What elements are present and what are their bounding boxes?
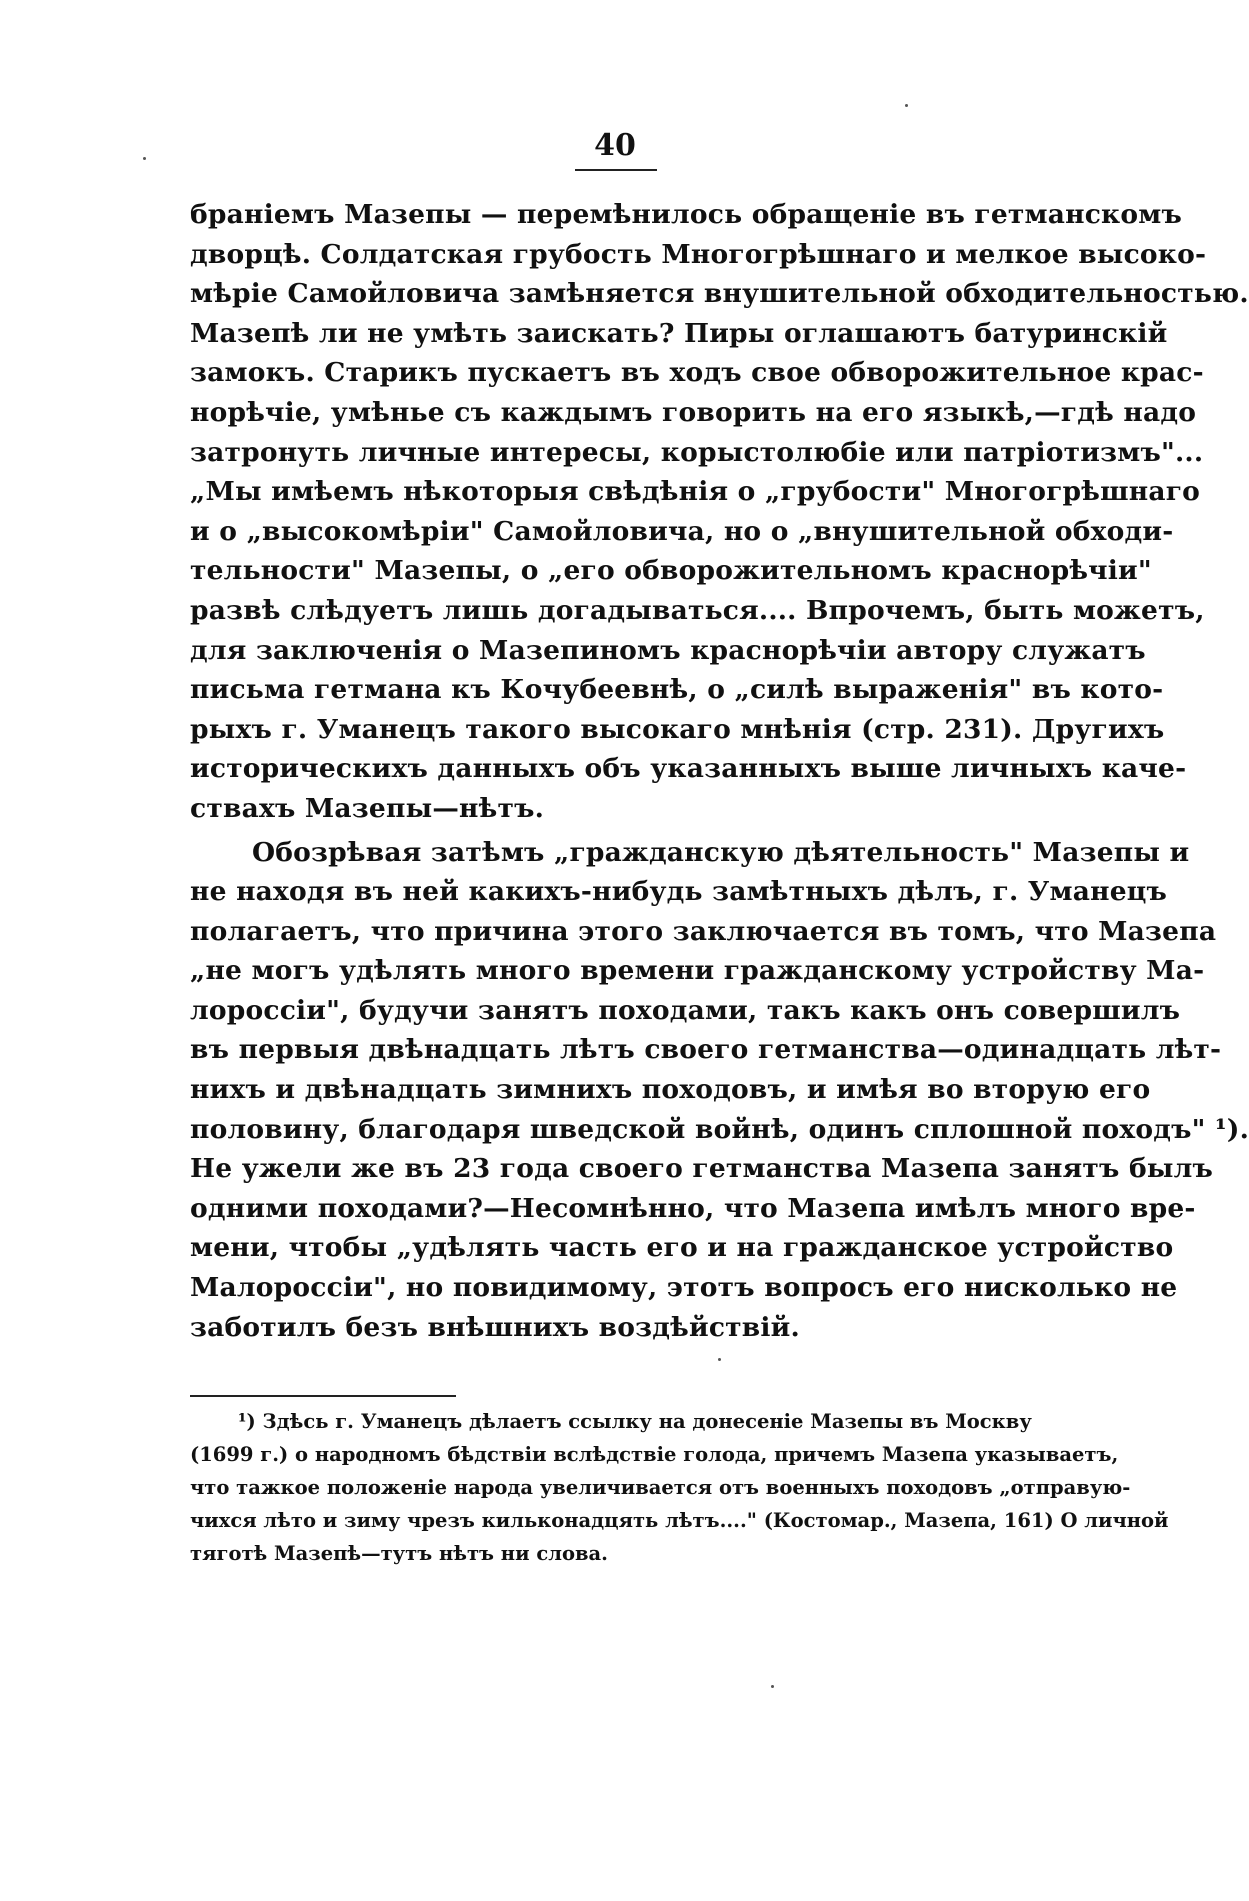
text-line: и о „высокомѣріи" Самойловича, но о „внушительной обходи- bbox=[190, 515, 1174, 547]
footnote-line: тяготѣ Мазепѣ—тутъ нѣтъ ни слова. bbox=[190, 1542, 608, 1565]
text-line: Мазепѣ ли не умѣть заискать? Пиры оглашаютъ батуринскій bbox=[190, 317, 1168, 349]
text-line: норѣчіе, умѣнье съ каждымъ говорить на его языкѣ,—гдѣ надо bbox=[190, 396, 1197, 428]
body-text bbox=[190, 195, 1249, 1347]
text-line: историческихъ данныхъ объ указанныхъ выше личныхъ каче- bbox=[190, 753, 1187, 785]
scan-speck bbox=[905, 104, 908, 107]
footnote-separator bbox=[190, 1395, 456, 1397]
text-line: лороссіи", будучи занятъ походами, такъ какъ онъ совершилъ bbox=[190, 994, 1181, 1026]
paragraph-start-line: Обозрѣвая затѣмъ „гражданскую дѣятельность" Мазепы и bbox=[252, 836, 1190, 868]
text-line: развѣ слѣдуетъ лишь догадываться.... Впрочемъ, быть можетъ, bbox=[190, 594, 1205, 626]
text-line: мѣріе Самойловича замѣняется внушительной обходительностью. bbox=[190, 278, 1249, 310]
text-line: ствахъ Мазепы—нѣтъ. bbox=[190, 792, 545, 824]
footnote-line: (1699 г.) о народномъ бѣдствіи вслѣдствіе голода, причемъ Мазепа указываетъ, bbox=[190, 1443, 1119, 1466]
text-line: затронуть личные интересы, корыстолюбіе или патріотизмъ"... bbox=[190, 436, 1204, 468]
text-line: браніемъ Мазепы — перемѣнилось обращеніе въ гетманскомъ bbox=[190, 199, 1183, 230]
text-line: замокъ. Старикъ пускаетъ въ ходъ свое обворожительное крас- bbox=[190, 357, 1204, 389]
text-line: въ первыя двѣнадцать лѣтъ своего гетманства—одинадцать лѣт- bbox=[190, 1034, 1222, 1066]
page-number-underline bbox=[575, 169, 657, 171]
footnote bbox=[190, 1405, 1169, 1570]
text-line: мени, чтобы „удѣлять часть его и на гражданское устройство bbox=[190, 1232, 1174, 1264]
text-line: тельности" Мазепы, о „его обворожительномъ краснорѣчіи" bbox=[190, 555, 1152, 587]
text-line: письма гетмана къ Кочубеевнѣ, о „силѣ выраженія" въ кото- bbox=[190, 674, 1164, 706]
text-line: не находя въ ней какихъ-нибудь замѣтныхъ дѣлъ, г. Уманецъ bbox=[190, 876, 1168, 908]
scan-speck bbox=[143, 157, 146, 160]
text-line: одними походами?—Несомнѣнно, что Мазепа имѣлъ много вре- bbox=[190, 1192, 1196, 1224]
text-line: половину, благодаря шведской войнѣ, одинъ сплошной походъ" ¹). bbox=[190, 1113, 1249, 1145]
text-line: „не могъ удѣлять много времени гражданскому устройству Ма- bbox=[190, 955, 1205, 987]
footnote-line: ¹) Здѣсь г. Уманецъ дѣлаетъ ссылку на донесеніе Мазепы въ Москву bbox=[238, 1410, 1032, 1433]
scan-speck bbox=[718, 1358, 721, 1361]
text-line: дворцѣ. Солдатская грубость Многогрѣшнаго и мелкое высоко- bbox=[190, 238, 1207, 270]
text-line: полагаетъ, что причина этого заключается въ томъ, что Мазепа bbox=[190, 915, 1217, 947]
page-number: 40 bbox=[594, 128, 636, 163]
text-line: Малороссіи", но повидимому, этотъ вопросъ его нисколько не bbox=[190, 1272, 1178, 1304]
text-line: рыхъ г. Уманецъ такого высокаго мнѣнія (стр. 231). Другихъ bbox=[190, 713, 1165, 745]
text-line: для заключенія о Мазепиномъ краснорѣчіи автору служатъ bbox=[190, 634, 1146, 666]
text-line: Не ужели же въ 23 года своего гетманства Мазепа занятъ былъ bbox=[190, 1153, 1214, 1185]
footnote-line: что тажкое положеніе народа увеличивается отъ военныхъ походовъ „отправую- bbox=[190, 1476, 1131, 1499]
text-line: „Мы имѣемъ нѣкоторыя свѣдѣнія о „грубости" Многогрѣшнаго bbox=[190, 476, 1201, 508]
text-line: нихъ и двѣнадцать зимнихъ походовъ, и имѣя во вторую его bbox=[190, 1074, 1151, 1106]
footnote-line: чихся лѣто и зиму чрезъ кильконадцять лѣтъ...." (Костомар., Мазепа, 161) О личной bbox=[190, 1509, 1169, 1532]
scan-speck bbox=[771, 1685, 774, 1688]
text-line: заботилъ безъ внѣшнихъ воздѣйствій. bbox=[190, 1311, 800, 1343]
